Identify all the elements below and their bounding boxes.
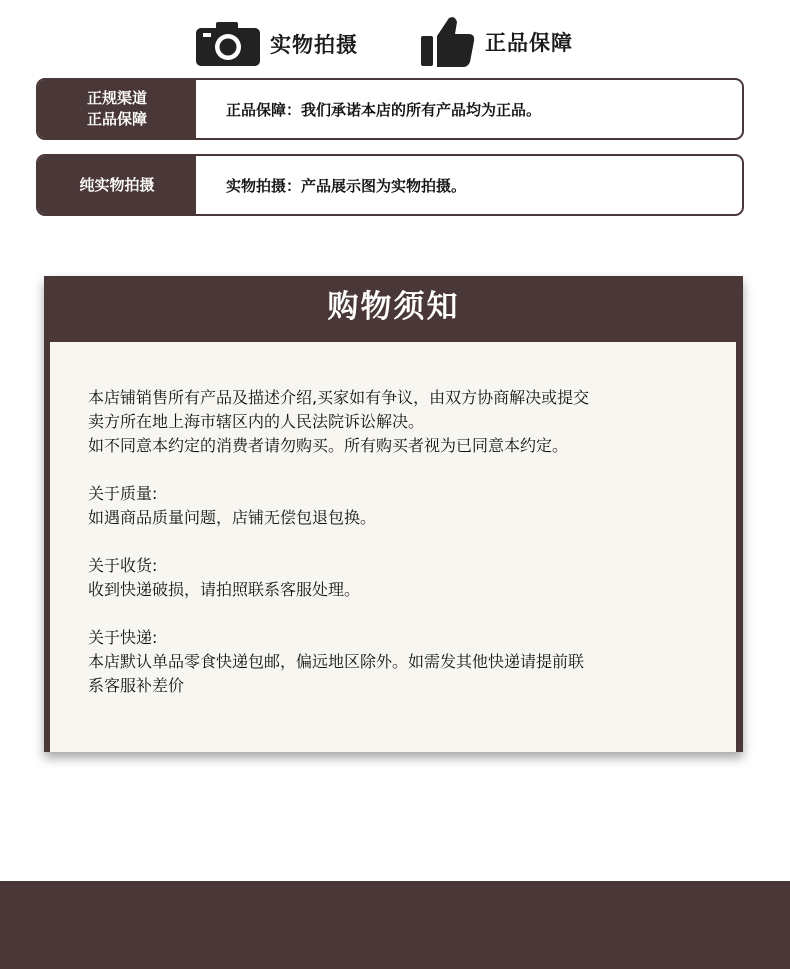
receipt-text: 收到快递破损，请拍照联系客服处理。 — [88, 580, 361, 599]
badge-photo-label: 实物拍摄 — [270, 33, 358, 57]
badge-genuine — [421, 16, 573, 68]
notice-line: 如不同意本约定的消费者请勿购买。所有购买者视为已同意本约定。 — [88, 436, 569, 455]
info-row-genuine — [36, 78, 744, 140]
footer-band — [0, 881, 790, 969]
row-tag-line1: 纯实物拍摄 — [79, 175, 155, 194]
notice-title: 购物须知 — [327, 289, 460, 325]
badge-genuine-label: 正品保障 — [485, 31, 573, 55]
shipping-text: 本店默认单品零食快递包邮，偏远地区除外。如需发其他快递请提前联 — [88, 652, 585, 671]
notice-line: 卖方所在地上海市辖区内的人民法院诉讼解决。 — [88, 412, 425, 431]
row-tag-line1: 正规渠道 — [86, 89, 147, 107]
camera-icon — [196, 22, 260, 66]
row-tag — [38, 156, 196, 214]
quality-text: 如遇商品质量问题，店铺无偿包退包换。 — [88, 508, 377, 527]
info-row-photo — [36, 154, 744, 216]
shipping-heading: 关于快递: — [88, 628, 158, 647]
row-desc: 实物拍摄：产品展示图为实物拍摄。 — [226, 176, 467, 195]
thumbs-up-icon — [421, 16, 475, 68]
shopping-notice — [44, 276, 743, 752]
top-badges — [0, 14, 790, 74]
row-tag — [38, 80, 196, 138]
receipt-heading: 关于收货: — [88, 556, 158, 575]
notice-body — [50, 342, 736, 752]
row-desc: 正品保障：我们承诺本店的所有产品均为正品。 — [226, 100, 542, 119]
row-tag-line2: 正品保障 — [86, 110, 147, 128]
notice-line: 本店铺销售所有产品及描述介绍,买家如有争议，由双方协商解决或提交 — [88, 388, 590, 407]
quality-heading: 关于质量: — [88, 484, 158, 503]
shipping-text: 系客服补差价 — [88, 676, 185, 695]
badge-photo — [196, 22, 358, 66]
